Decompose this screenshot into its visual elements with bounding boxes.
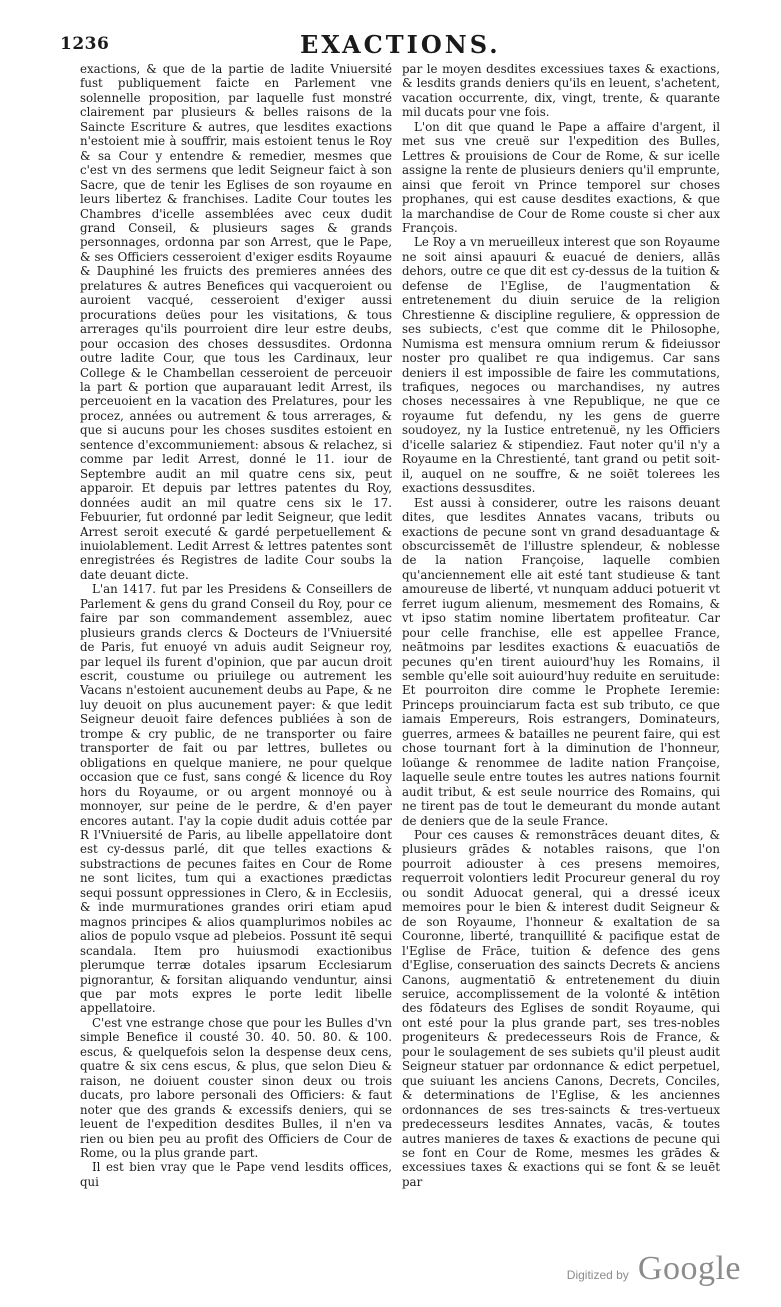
paragraph: Pour ces causes & remonstrāces deuant dites, & plusieurs grādes & notables raisons, que l'on pourroit adiouster à ces presens memoires, requerroit volontiers ledit Procureur general du roy ou sondit Aduocat general, qui a dressé iceux memoires pour le bien & interest dudit Seigneur & de son Royaume, l'honneur & exaltation de sa Couronne, liberté, tranquillité & pacifique estat de l'Eglise de Frāce, tuition & defence des gens d'Eglise, conseruation des saincts Decrets & anciens Canons, augmentatiō & entretenement du diuin seruice, accomplissement de la volonté & intētion des fōdateurs des Eglises de sondit Royaume, qui ont esté pour la plus grande part, ses tres-nobles progeniteurs & predecesseurs Rois de France, & pour le soulagement de ses subiets qu'il pleust audit Seigneur statuer par ordonnance & edict perpetuel, que suiuant les anciens Canons, Decrets, Conciles, & determinations de l'Eglise, & les anciennes ordonnances de ses tres-saincts & tres-vertueux predecesseurs lesdites Annates, vacās, & toutes autres manieres de taxes & exactions de pecune qui se font en Cour de Rome, mesmes les grādes & excessiues taxes & exactions qui se font & se leuēt par <box>402 828 720 1189</box>
paragraph: L'on dit que quand le Pape a affaire d'argent, il met sus vne creuë sur l'expedition des Bulles, Lettres & prouisions de Cour de Rome, & sur icelle assigne la rente de plusieurs deniers qu'il emprunte, ainsi que feroit vn Prince temporel sur choses prophanes, qui est cause desdites exactions, & que la marchandise de Cour de Rome couste si cher aux François. <box>402 119 720 235</box>
paragraph: Le Roy a vn merueilleux interest que son Royaume ne soit ainsi apauuri & euacué de deniers, allās dehors, outre ce que dit est cy-dessus de la tuition & defense de l'Eglise, de l'augmentation & entretenement du diuin seruice de la religion Chrestienne & discipline reguliere, & oppression de ses subiects, c'est que comme dit le Philosophe, Numisma est mensura omnium rerum & fideiussor noster pro qualibet re qua indigemus. Car sans deniers il est impossible de faire les commutations, trafiques, negoces ou marchandises, ny autres choses necessaires à vne Republique, ne que ce royaume fut defendu, ny les gens de guerre soudoyez, ny la Iustice entretenuë, ny les Officiers d'icelle salariez & stipendiez. Faut noter qu'il n'y a Royaume en la Chrestienté, tant grand ou petit soit-il, auquel on ne souffre, & ne soiēt tolerees les exactions dessusdites. <box>402 235 720 496</box>
paragraph: Est aussi à considerer, outre les raisons deuant dites, que lesdites Annates vacans, tributs ou exactions de pecune sont vn grand desaduantage & obscurcissemēt de l'illustre splendeur, & noblesse de la nation Françoise, laquelle combien qu'anciennement elle ait esté tant studieuse & tant amoureuse de liberté, vt nunquam adduci potuerit vt ferret iugum alienum, mesmement des Romains, & vt ipso statim nomine libertatem profiteatur. Car pour celle franchise, elle est appellee France, neātmoins par lesdites exactions & euacuatiōs de pecunes qu'en tirent auiourd'huy les Romains, il semble qu'elle soit auiourd'huy reduite en seruitude: Et pourroiton dire comme le Prophete Ieremie: Princeps prouinciarum facta est sub tributo, ce que iamais Empereurs, Rois estrangers, Dominateurs, guerres, armees & batailles ne peurent faire, qui est chose tournant fort à la diminution de l'honneur, loüange & renommee de ladite nation Françoise, laquelle seule entre toutes les autres nations fournit audit tribut, & est seule nourrice des Romains, qui ne tirent pas de tout le demeurant du monde autant de deniers que de la seule France. <box>402 495 720 828</box>
page-header <box>60 30 711 60</box>
right-column <box>402 62 720 1307</box>
left-column <box>80 62 392 1307</box>
paragraph: par le moyen desdites excessiues taxes & exactions, & lesdits grands deniers qu'ils en leuent, s'achetent, vacation occurrente, dix, vingt, trente, & quarante mil ducats pour vne fois. <box>402 62 720 120</box>
paragraph: Il est bien vray que le Pape vend lesdits offices, qui <box>80 1160 392 1189</box>
page-number: 1236 <box>60 34 110 54</box>
paragraph: L'an 1417. fut par les Presidens & Conseillers de Parlement & gens du grand Conseil du Roy, pour ce faire par son commandement assemblez, auec plusieurs grands clercs & Docteurs de l'Vniuersité de Paris, fut enuoyé vn aduis audit Seigneur roy, par lequel ils furent d'opinion, que par aucun droit escrit, coustume ou priuilege ou autrement les Vacans n'estoient aucunement deubs au Pape, & ne luy deuoit on plus aucunement payer: & que ledit Seigneur deuoit faire defences publiées à son de trompe & cry public, de ne transporter ou faire transporter de fait ou par lettres, bulletes ou obligations en quelque maniere, ne pour quelque occasion que ce fust, sans congé & licence du Roy hors du Royaume, or ou argent monnoyé ou à monnoyer, sur peine de le perdre, & d'en payer encores autant. I'ay la copie dudit aduis cottée par R l'Vniuersité de Paris, au libelle appellatoire dont est cy-dessus parlé, dit que telles exactions & substractions de pecunes faites en Cour de Rome ne sont licites, tum qui a exactiones prædictas sequi possunt oppressiones in Clero, & in Ecclesiis, & inde murmurationes grandes oriri etiam apud magnos principes & alios quamplurimos nobiles ac alios de populo vsque ad plebeios. Possunt itē sequi scandala. Item pro huiusmodi exactionibus plerumque terræ dotales ipsarum Ecclesiarum pignorantur, & forsitan aliquando venduntur, ainsi que par mots expres le porte ledit libelle appellatoire. <box>80 582 392 1016</box>
digitized-by-label: Digitized by <box>566 1268 629 1282</box>
paragraph: C'est vne estrange chose que pour les Bulles d'vn simple Benefice il cousté 30. 40. 50. 80. & 100. escus, & quelquefois selon la despense deux cens, quatre & six cens escus, & plus, que selon Dieu & raison, ne doiuent couster sinon deux ou trois ducats, pro labore personali des Officiers: & faut noter que des grands & excessifs deniers, qui se leuent de l'expedition desdites Bulles, il n'en va rien ou bien peu au profit des Officiers de Cour de Rome, ou la plus grande part. <box>80 1015 392 1160</box>
google-logo: Google <box>637 1250 741 1287</box>
paragraph: exactions, & que de la partie de ladite Vniuersité fust publiquement faicte en Parlement vne solennelle proposition, par laquelle fust monstré clairement par plusieurs & belles raisons de la Saincte Escriture & autres, que lesdites exactions n'estoient mie à souffrir, mais estoient tenus le Roy & sa Cour y entendre & remedier, mesmes que c'est vn des sermens que ledit Seigneur faict à son Sacre, que de tenir les Eglises de son royaume en leurs libertez & franchises. Ladite Cour toutes les Chambres d'icelle assemblées avec ceux dudit grand Conseil, & plusieurs sages & grands personnages, ordonna par son Arrest, que le Pape, & ses Officiers cesseroient d'exiger esdits Royaume & Dauphiné les fruicts des premieres années des prelatures & autres Benefices qui vacqueroient ou auroient vacqué, cesseroient d'exiger aussi procurations deües pour les visitations, & tous arrerages qu'ils pourroient dire leur estre deubs, pour occasion des choses dessusdites. Ordonna outre ladite Cour, que tous les Cardinaux, leur College & le Chambellan cesseroient de perceuoir la part & portion que auparauant ledit Arrest, ils perceuoient en la vacation des Prelatures, pour les procez, années ou autrement & tous arrerages, & que si aucuns pour les choses susdites estoient en sentence d'excommuniement: absous & relachez, si comme par ledit Arrest, donné le 11. iour de Septembre audit an mil quatre cens six, peut apparoir. Et depuis par lettres patentes du Roy, données audit an mil quatre cens six le 17. Febuurier, fut ordonné par ledit Seigneur, que ledit Arrest seroit executé & gardé perpetuellement & inuiolablement. Ledit Arrest & lettres patentes sont enregistrées és Registres de ladite Cour soubs la date deuant dicte. <box>80 62 392 582</box>
digitization-watermark <box>567 1250 741 1288</box>
running-title: EXACTIONS. <box>300 30 501 59</box>
